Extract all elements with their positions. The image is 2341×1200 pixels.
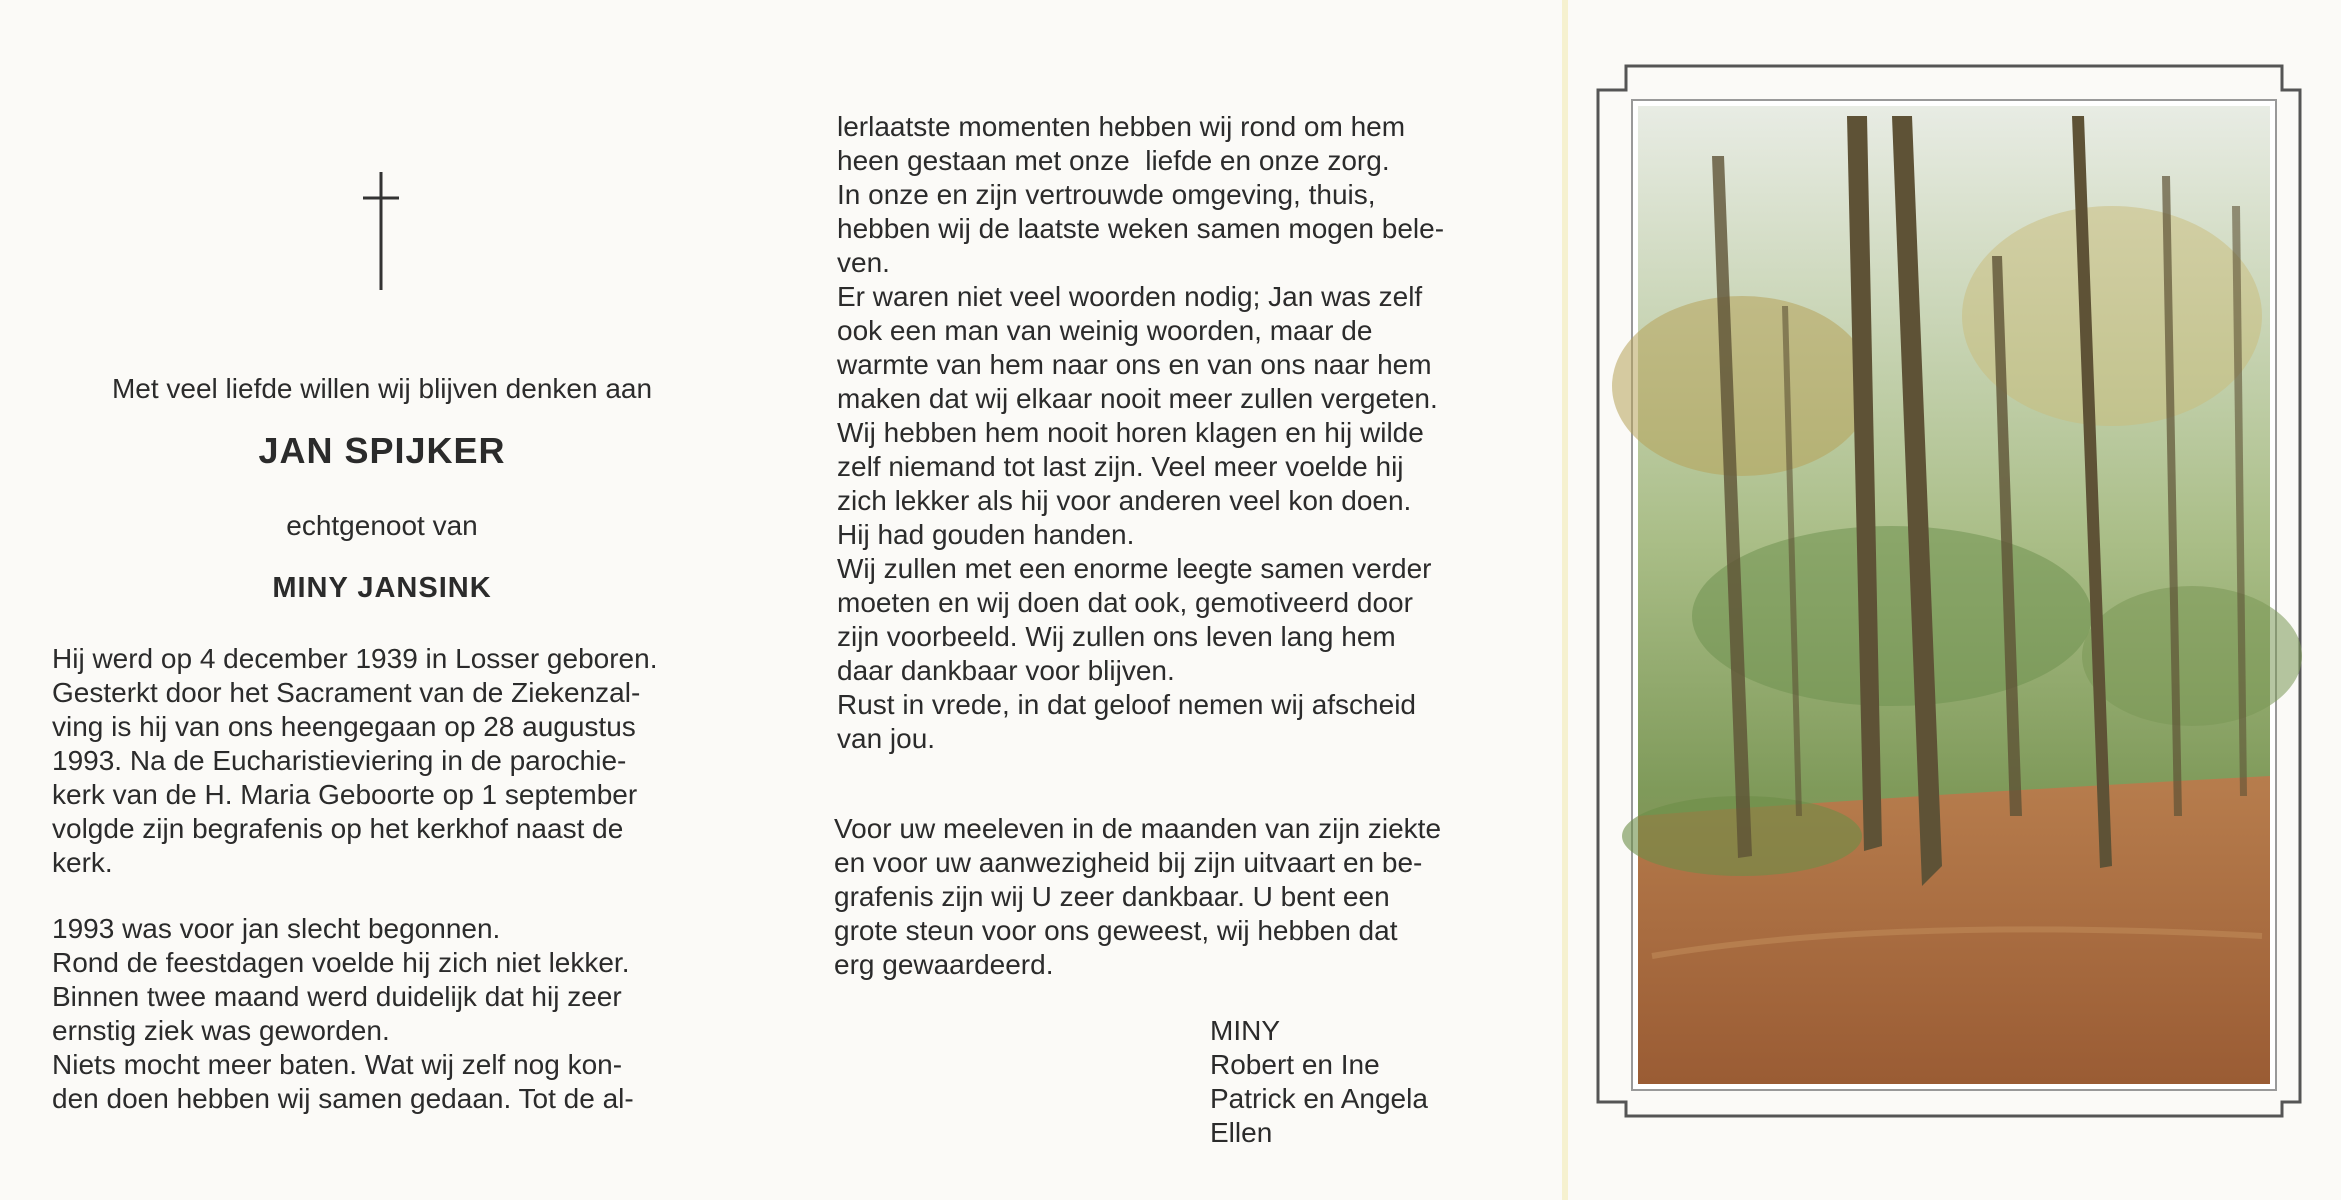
illness-paragraph: 1993 was voor jan slecht begonnen. Rond de feestdagen voelde hij zich niet lekker. Binnen twee maand werd duidelijk dat hij zeer ernstig ziek was geworden. Niets mocht meer baten. Wat wij zelf nog kon- den doen hebben wij samen gedaan. Tot de al- <box>52 913 634 1114</box>
intro-text: Met veel liefde willen wij blijven denken aan <box>111 373 653 404</box>
biography-paragraph: Hij werd op 4 december 1939 in Losser geboren. Gesterkt door het Sacrament van de Ziekenzal- ving is hij van ons heengegaan op 28 augustus 1993. Na de Eucharistieviering in de parochie- kerk van de H. Maria Geboorte op 1 september volgde zijn begrafenis op het kerkhof naast de kerk. <box>52 643 658 878</box>
remembrance-paragraph: lerlaatste momenten hebben wij rond om hem heen gestaan met onze liefde en onze zorg. In onze en zijn vertrouwde omgeving, thuis, hebben wij de laatste weken samen mogen bele- ven. Er waren niet veel woorden nodig; Jan was zelf ook een man van weinig woorden, maar de warmte van hem naar ons en van ons naar hem maken dat wij elkaar nooit meer zullen vergeten. Wij hebben hem nooit horen klagen en hij wilde zelf niemand tot last zijn. Veel meer voelde hij zich lekker als hij voor anderen veel kon doen. Hij had gouden handen. Wij zullen met een enorme leegte samen verder moeten en wij doen dat ook, gemotiveerd door zijn voorbeeld. Wij zullen ons leven lang hem daar dankbaar voor blijven. Rust in vrede, in dat geloof nemen wij afscheid van jou. <box>837 111 1445 754</box>
spouse-label: echtgenoot van <box>286 510 478 541</box>
family-signatures: MINY Robert en Ine Patrick en Angela Ellen <box>1210 1015 1428 1148</box>
card-fold <box>1562 0 1568 1200</box>
forest-photo-frame <box>1592 56 2308 1122</box>
spouse-name: MINY JANSINK <box>272 572 492 604</box>
cross-icon <box>361 172 401 290</box>
deceased-name: JAN SPIJKER <box>258 430 506 471</box>
forest-photo <box>1592 56 2308 1122</box>
thanks-paragraph: Voor uw meeleven in de maanden van zijn ziekte en voor uw aanwezigheid bij zijn uitvaart en be- grafenis zijn wij U zeer dankbaar. U bent een grote steun voor ons geweest, wij hebben dat erg gewaardeerd. <box>834 813 1442 980</box>
